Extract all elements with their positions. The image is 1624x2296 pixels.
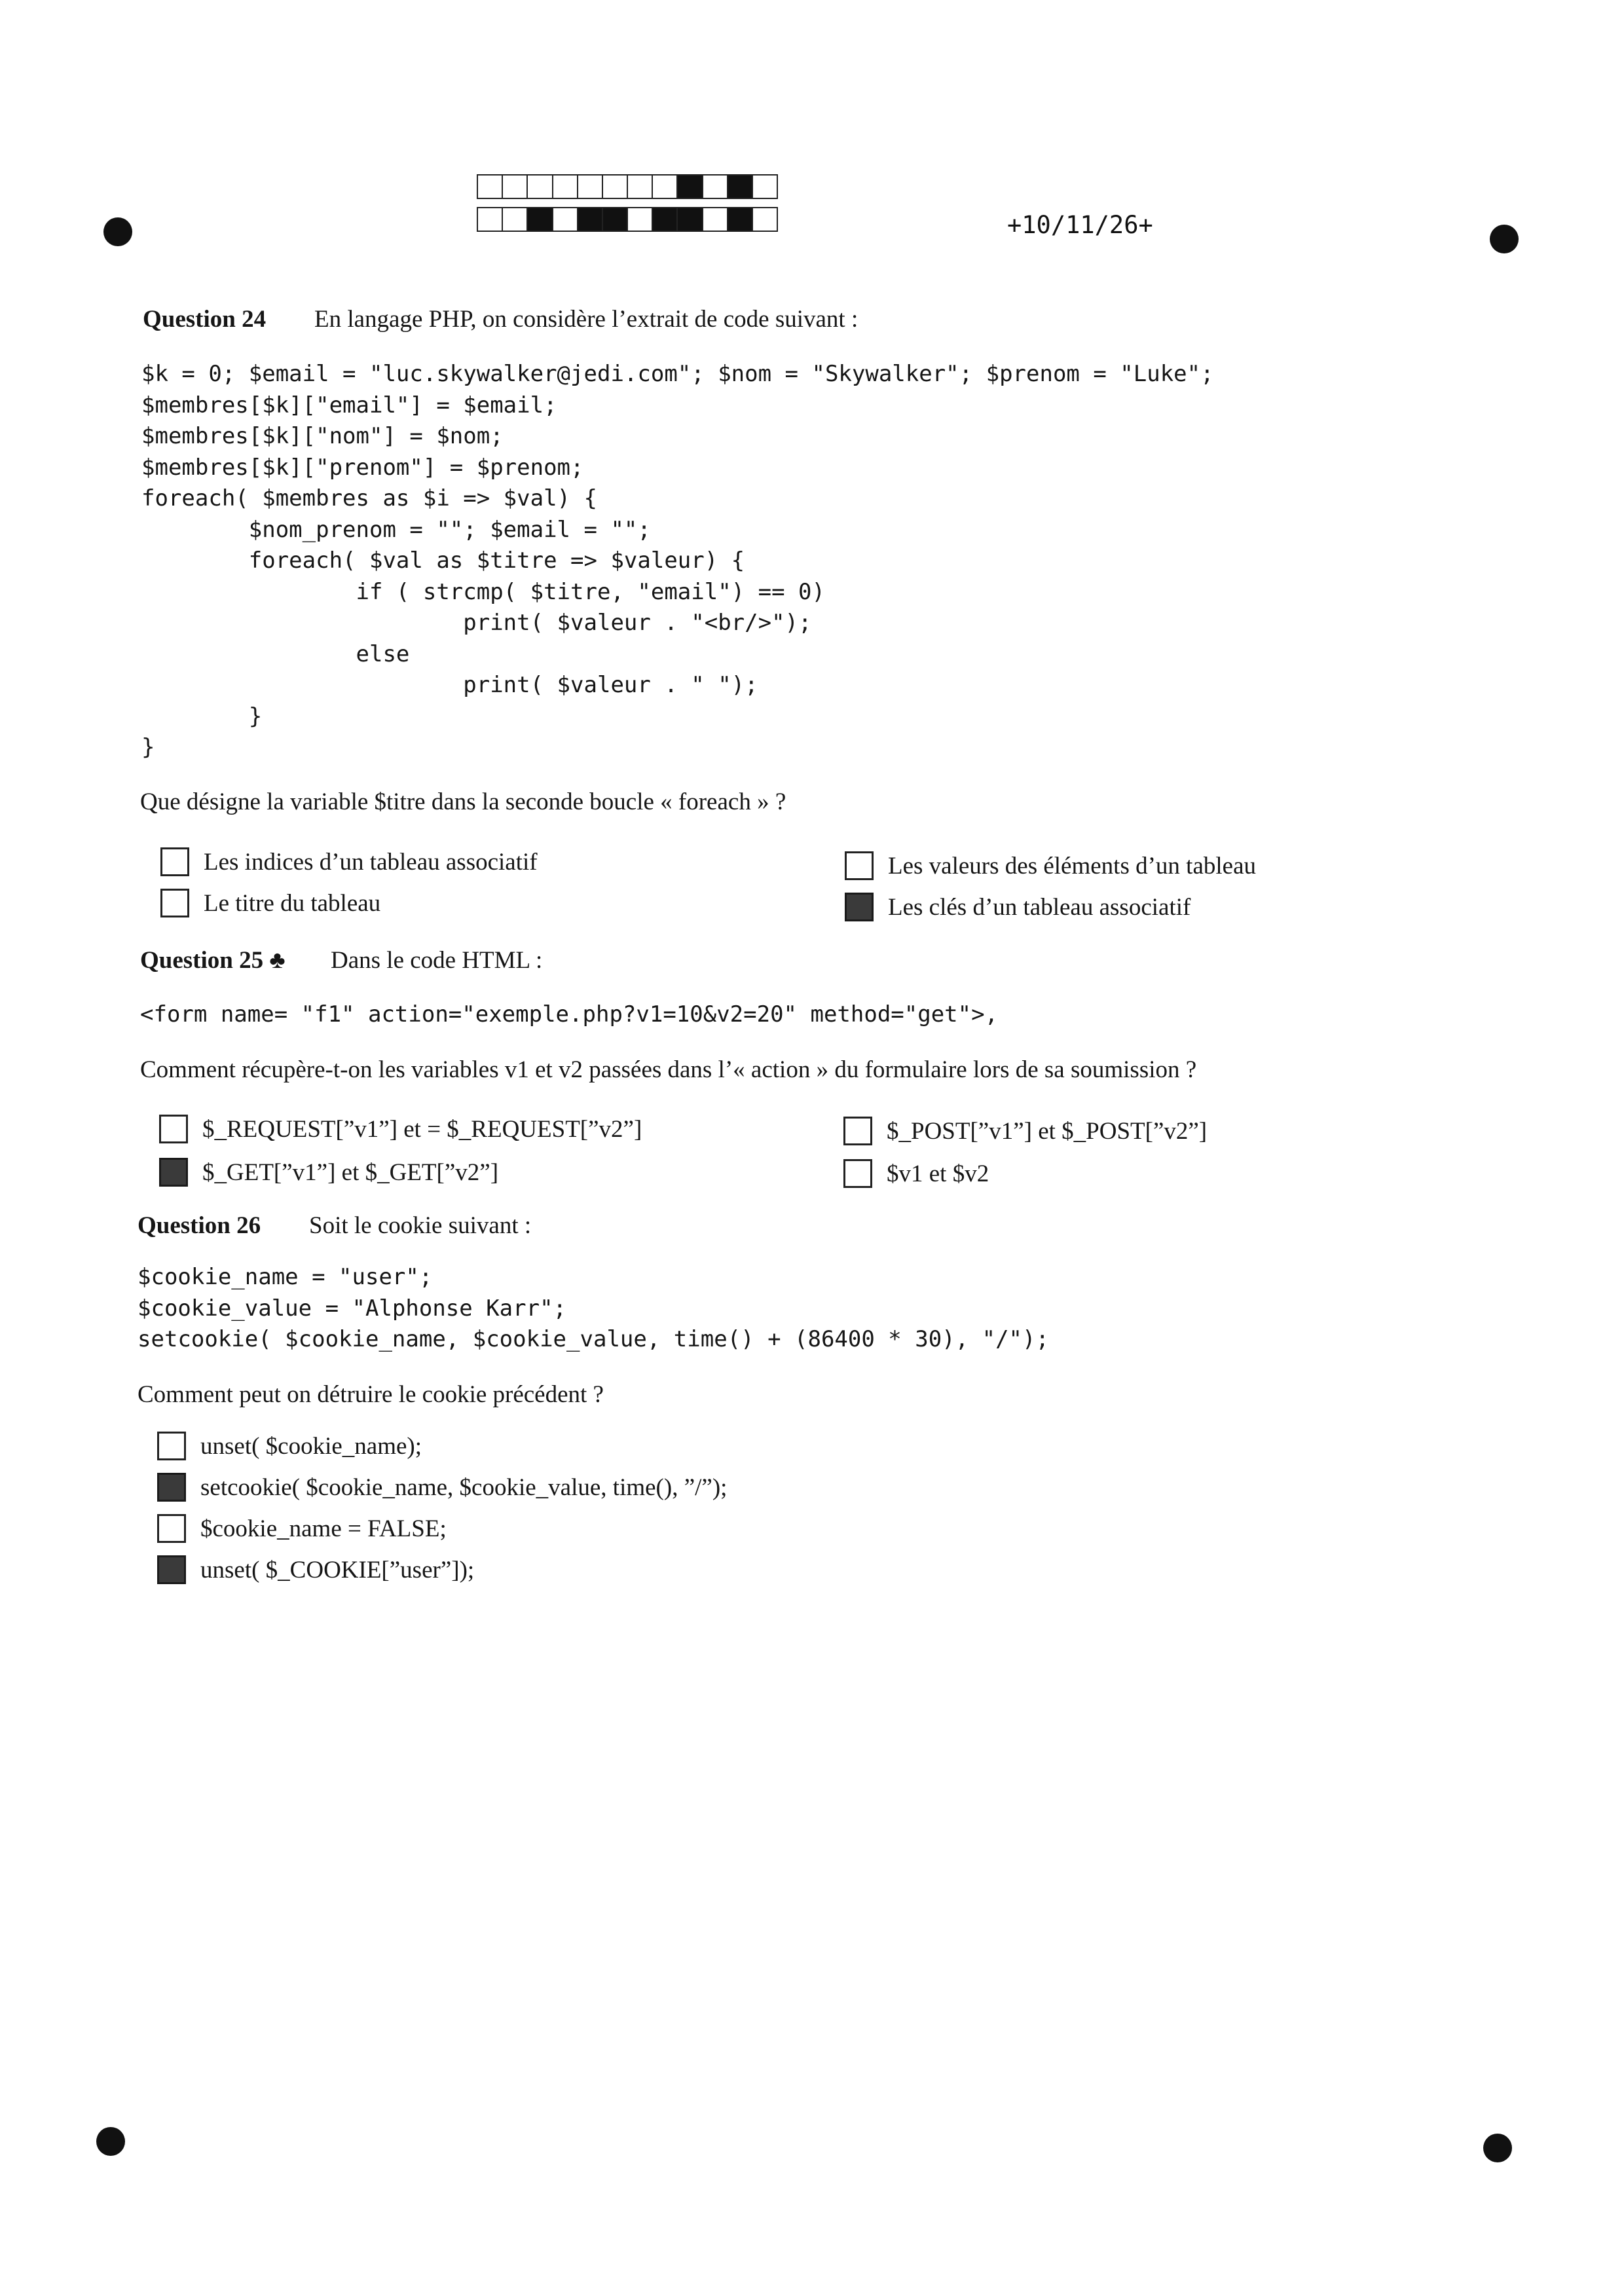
question-26-option-3[interactable]: [157, 1514, 447, 1543]
barcode-cell: [728, 208, 753, 231]
answer-checkbox[interactable]: [843, 1159, 872, 1188]
question-25-prompt: Comment récupère-t-on les variables v1 et v2 passées dans l’« action » du formulaire lors de sa soumission ?: [140, 1056, 1197, 1083]
question-26-label: [138, 1212, 261, 1240]
barcode-cell: [553, 208, 578, 231]
barcode-cell: [528, 208, 553, 231]
question-24-label: [143, 305, 266, 333]
registration-mark-top-right: [1490, 225, 1519, 253]
question-24-code: $k = 0; $email = "luc.skywalker@jedi.com"; $nom = "Skywalker"; $prenom = "Luke"; $membres[$k]["email"] = $email; $membres[$k]["nom"] = $nom; $membres[$k]["prenom"] = $prenom; foreach( $membres as $i => $val) { $nom_prenom = ""; $email = ""; foreach( $val as $titre => $valeur) { if ( strcmp( $titre, "email") == 0) print( $valeur . "<br/>"); else print( $valeur . " "); } }: [141, 361, 1214, 760]
barcode-cell: [628, 208, 653, 231]
answer-checkbox[interactable]: [157, 1514, 186, 1543]
barcode-cell: [528, 176, 553, 198]
answer-checkbox[interactable]: [843, 1117, 872, 1145]
question-24-option-4[interactable]: [845, 893, 1190, 921]
question-25-label: [140, 946, 286, 974]
barcode-cell: [553, 176, 578, 198]
barcode-cell: [753, 208, 777, 231]
barcode-cell: [703, 208, 728, 231]
question-25-text: Dans le code HTML :: [331, 947, 543, 974]
barcode-cell: [503, 208, 528, 231]
option-label: $_GET[”v1”] et $_GET[”v2”]: [202, 1158, 499, 1186]
id-barcode-top: [477, 174, 778, 199]
question-26-option-1[interactable]: [157, 1432, 422, 1460]
option-label: $_REQUEST[”v1”] et = $_REQUEST[”v2”]: [202, 1115, 642, 1143]
option-label: unset( $_COOKIE[”user”]);: [200, 1556, 475, 1583]
option-label: $cookie_name = FALSE;: [200, 1515, 447, 1542]
barcode-cell: [578, 176, 603, 198]
registration-mark-top-left: [103, 217, 132, 246]
barcode-cell: [628, 176, 653, 198]
barcode-cell: [578, 208, 603, 231]
question-25-option-2[interactable]: [159, 1158, 498, 1187]
question-24-option-1[interactable]: [160, 847, 538, 876]
question-26-text: Soit le cookie suivant :: [309, 1212, 532, 1239]
barcode-cell: [603, 176, 628, 198]
question-24-text: En langage PHP, on considère l’extrait de code suivant :: [314, 306, 858, 333]
answer-checkbox[interactable]: [845, 851, 874, 880]
question-number: Question 25: [140, 947, 264, 974]
question-24-option-3[interactable]: [845, 851, 1256, 880]
answer-checkbox[interactable]: [157, 1473, 186, 1502]
registration-mark-bottom-right: [1483, 2134, 1512, 2162]
answer-checkbox[interactable]: [157, 1555, 186, 1584]
barcode-cell: [678, 176, 703, 198]
id-barcode-bottom: [477, 207, 778, 232]
option-label: $v1 et $v2: [887, 1160, 989, 1187]
option-label: unset( $cookie_name);: [200, 1432, 422, 1460]
answer-checkbox[interactable]: [845, 893, 874, 921]
question-25-option-4[interactable]: [843, 1159, 989, 1188]
page-id: +10/11/26+: [1007, 211, 1153, 239]
answer-checkbox[interactable]: [160, 847, 189, 876]
question-26-option-2[interactable]: [157, 1473, 727, 1502]
option-label: Les indices d’un tableau associatif: [204, 848, 538, 876]
question-number: Question 24: [143, 306, 267, 333]
answer-checkbox[interactable]: [160, 889, 189, 917]
barcode-cell: [653, 176, 678, 198]
option-label: setcookie( $cookie_name, $cookie_value, time(), ”/”);: [200, 1473, 728, 1501]
question-26-code: $cookie_name = "user"; $cookie_value = "Alphonse Karr"; setcookie( $cookie_name, $cookie_value, time() + (86400 * 30), "/");: [138, 1264, 1049, 1352]
barcode-cell: [678, 208, 703, 231]
option-label: Le titre du tableau: [204, 889, 381, 917]
barcode-cell: [503, 176, 528, 198]
option-label: Les clés d’un tableau associatif: [888, 893, 1191, 921]
answer-checkbox[interactable]: [157, 1432, 186, 1460]
option-label: Les valeurs des éléments d’un tableau: [888, 852, 1256, 880]
barcode-cell: [478, 176, 503, 198]
barcode-cell: [703, 176, 728, 198]
barcode-cell: [603, 208, 628, 231]
answer-checkbox[interactable]: [159, 1158, 188, 1187]
barcode-cell: [653, 208, 678, 231]
question-25-code: <form name= "f1" action="exemple.php?v1=10&v2=20" method="get">,: [140, 1001, 999, 1028]
question-26-option-4[interactable]: [157, 1555, 474, 1584]
answer-checkbox[interactable]: [159, 1115, 188, 1143]
question-number: Question 26: [138, 1212, 261, 1239]
question-24-prompt: Que désigne la variable $titre dans la seconde boucle « foreach » ?: [140, 788, 786, 815]
option-label: $_POST[”v1”] et $_POST[”v2”]: [887, 1117, 1208, 1145]
barcode-cell: [728, 176, 753, 198]
question-25-option-3[interactable]: [843, 1117, 1207, 1145]
club-icon: ♣: [269, 947, 286, 974]
barcode-cell: [478, 208, 503, 231]
question-24-option-2[interactable]: [160, 889, 380, 917]
question-25-option-1[interactable]: [159, 1115, 642, 1143]
question-26-prompt: Comment peut on détruire le cookie précédent ?: [138, 1381, 604, 1408]
barcode-cell: [753, 176, 777, 198]
registration-mark-bottom-left: [96, 2127, 125, 2156]
